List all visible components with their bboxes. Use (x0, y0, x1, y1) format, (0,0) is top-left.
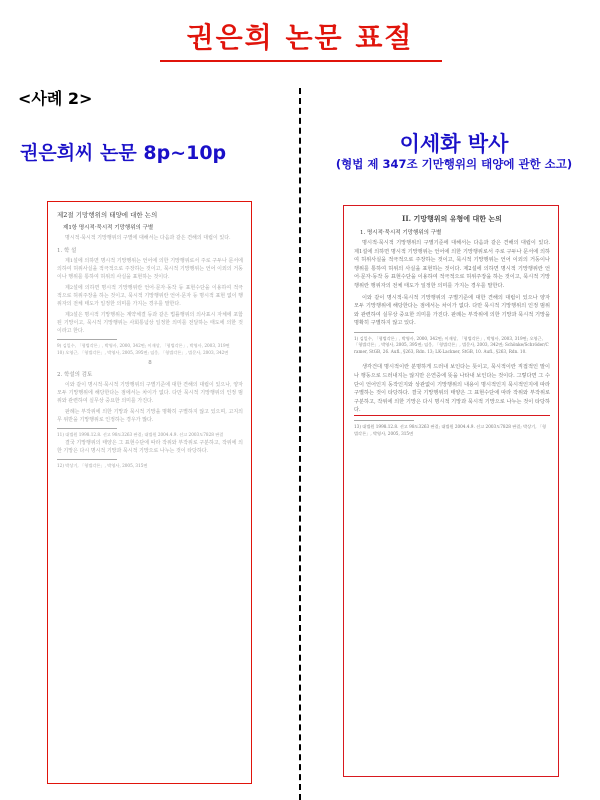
footnote-separator (57, 459, 117, 460)
left-doc-paragraph: 제3설은 명시적 기망행위는 계약체결 등과 같은 법률행위의 의사표시 자체에 포함된 기망이고, 묵시적 기망행위는 사회통념상 일정한 의미를 전달하는 태도에 의한 것이라고 한다. (57, 312, 243, 334)
left-doc-paragraph: 제2설에 의하면 명시적 기망행위란 언어·문자·동작 등 표현수단을 이용하여 적극적으로 허위주장을 하는 것이고, 묵시적 기망행위란 언어·문자 등 명시적 표현 없이 행위자의 전체 태도가 일정한 의미를 가지는 경우를 말한다. (57, 285, 243, 307)
right-doc-paragraph: 이와 같이 명시적·묵시적 기망행위의 구별기준에 대한 견해의 대립이 있으나 양자 모두 기망행위에 해당한다는 점에서는 차이가 없다. 다만 묵시적 기망행위의 인정 범위와 관련하여 실무상 중요한 의미를 가진다. 판례는 부작위에 의한 기망과 묵시적 기망을 명확히 구별하지 않고 있다. (354, 294, 550, 327)
left-doc-chapter: 제2절 기망행위의 태양에 대한 논의 (57, 211, 158, 219)
right-document-excerpt (343, 205, 559, 777)
footnote-separator (57, 428, 117, 429)
left-doc-paragraph: 판례는 부작위에 의한 기망과 묵시적 기망을 명확히 구별하지 않고 있으며, 고지의무 위반을 기망행위로 인정하는 경우가 많다. (57, 409, 243, 423)
left-doc-item: 2. 학설의 검토 (57, 372, 93, 378)
left-document-excerpt (47, 201, 252, 784)
right-doc-paragraph: 명시적·묵시적 기망행위의 구별기준에 대해서는 다음과 같은 견해의 대립이 있다. 제1설에 의하면 명시적 기망행위는 언어에 의한 기망행위로서 주로 구두나 문서에 의하여 허위사실을 적극적으로 주장하는 것이고, 묵시적 기망행위는 언어 이외의 거동이나 행위를 통하여 허위의 사실을 표현하는 것이다. 제2설에 의하면 명시적 기망행위란 언어·문자·동작 등 표현수단을 이용하여 적극적으로 허위주장을 하는 것이고, 묵시적 기망행위란 행위자의 전체 태도가 일정한 의미를 가지는 경우를 말한다. (354, 240, 550, 289)
right-heading: 이세화 박사 (399, 132, 509, 156)
case-label: <사례 2> (18, 89, 93, 108)
right-subheading: (형법 제 347조 기만행위의 태양에 관한 소고) (335, 157, 573, 171)
right-doc-footnotes: 1) 김일수, 「형법각론」, 박영사, 2000, 342면; 이재상, 「형법각론」, 박영사, 2003, 319면; 오영근, 「형법각론」, 박영사, 2005, 395면; 임웅, 「형법각론」, 법문사, 2003, 342면; Schönke/Schröder/Cramer, StGB, 26. Aufl., §263, Rdn. 13; LK-Lackner, StGB, 10. Aufl., §263, Rdn. 10. (354, 335, 549, 354)
right-doc-footnote: 13) 대법원 1998.12.8. 선고 98도3263 판결; 대법원 2004.4.9. 선고 2003도7828 판결; 박상기, 「형법각론」, 박영사, 2005, 315면 (354, 424, 547, 436)
left-doc-paragraph: 결국 기망행위의 태양은 그 표현수단에 따라 작위와 부작위로 구분하고, 작위에 의한 기망은 다시 명시적 기망과 묵시적 기망으로 나누는 것이 타당하다. (57, 439, 243, 454)
footnote-separator (57, 339, 117, 340)
left-doc-footnote: 9) 김일수, 「형법각론」, 박영사, 2000, 342면; 이재상, 「형법각론」, 박영사, 2003, 319면 (57, 343, 230, 348)
footnote-separator (354, 420, 414, 421)
left-doc-paragraph: 명시적·묵시적 기망행위의 구별에 대해서는 다음과 같은 견해의 대립이 있다. (65, 235, 231, 241)
left-doc-paragraph: 제1설에 의하면 명시적 기망행위는 언어에 의한 기망행위로서 주로 구두나 문서에 의하여 허위사실을 적극적으로 주장하는 것이고, 묵시적 기망행위는 언어 이외의 거동이나 행위를 통하여 허위의 사실을 표현하는 것이다. (57, 258, 243, 280)
left-doc-footnote: 11) 대법원 1998.12.8. 선고 98도3263 판결; 대법원 2004.4.9. 선고 2003도7828 판결 (57, 432, 224, 437)
left-doc-paragraph: 이와 같이 명시적·묵시적 기망행위의 구별기준에 대한 견해의 대립이 있으나, 양자 모두 기망행위에 해당한다는 점에서는 차이가 없다. 다만 묵시적 기망행위의 인정 범위와 관련하여 실무상 중요한 의미를 가진다. (57, 382, 243, 404)
left-heading: 권은희씨 논문 8p~10p (20, 142, 227, 164)
right-doc-section: 1. 명시적·묵시적 기망행위의 구별 (360, 230, 442, 236)
left-doc-section: 제1항 명시적·묵시적 기망행위의 구별 (63, 225, 154, 231)
right-doc-paragraph: 생각건대 명시적이란 분명하게 드러내 보인다는 뜻이고, 묵시적이란 직접적인 말이나 행동으로 드러내지는 않지만 은연중에 뜻을 나타내 보인다는 것이다. 그렇다면 그 수단이 언어인지 동작인지와 상관없이 기망행위의 내용이 명시적인지 묵시적인지에 따라 구별하는 것이 타당하다. 결국 기망행위의 태양은 그 표현수단에 따라 작위와 부작위로 구분하고, 작위에 의한 기망은 다시 명시적 기망과 묵시적 기망으로 나누는 것이 타당하다. (354, 363, 550, 416)
title-underline (160, 60, 442, 62)
center-divider (299, 88, 301, 800)
left-doc-page-number: 8 (148, 360, 152, 366)
right-doc-chapter: II. 기망행위의 유형에 대한 논의 (402, 214, 502, 223)
left-doc-footnote: 10) 오영근, 「형법각론」, 박영사, 2005, 395면; 임웅, 「형법각론」, 법문사, 2003, 342면 (57, 349, 229, 355)
left-doc-footnote: 12) 박상기, 「형법각론」, 박영사, 2005, 315면 (57, 462, 148, 468)
footnote-separator (354, 332, 414, 333)
page-title: 권은희 논문 표절 (186, 21, 414, 54)
left-doc-item: 1. 학 설 (57, 248, 77, 254)
